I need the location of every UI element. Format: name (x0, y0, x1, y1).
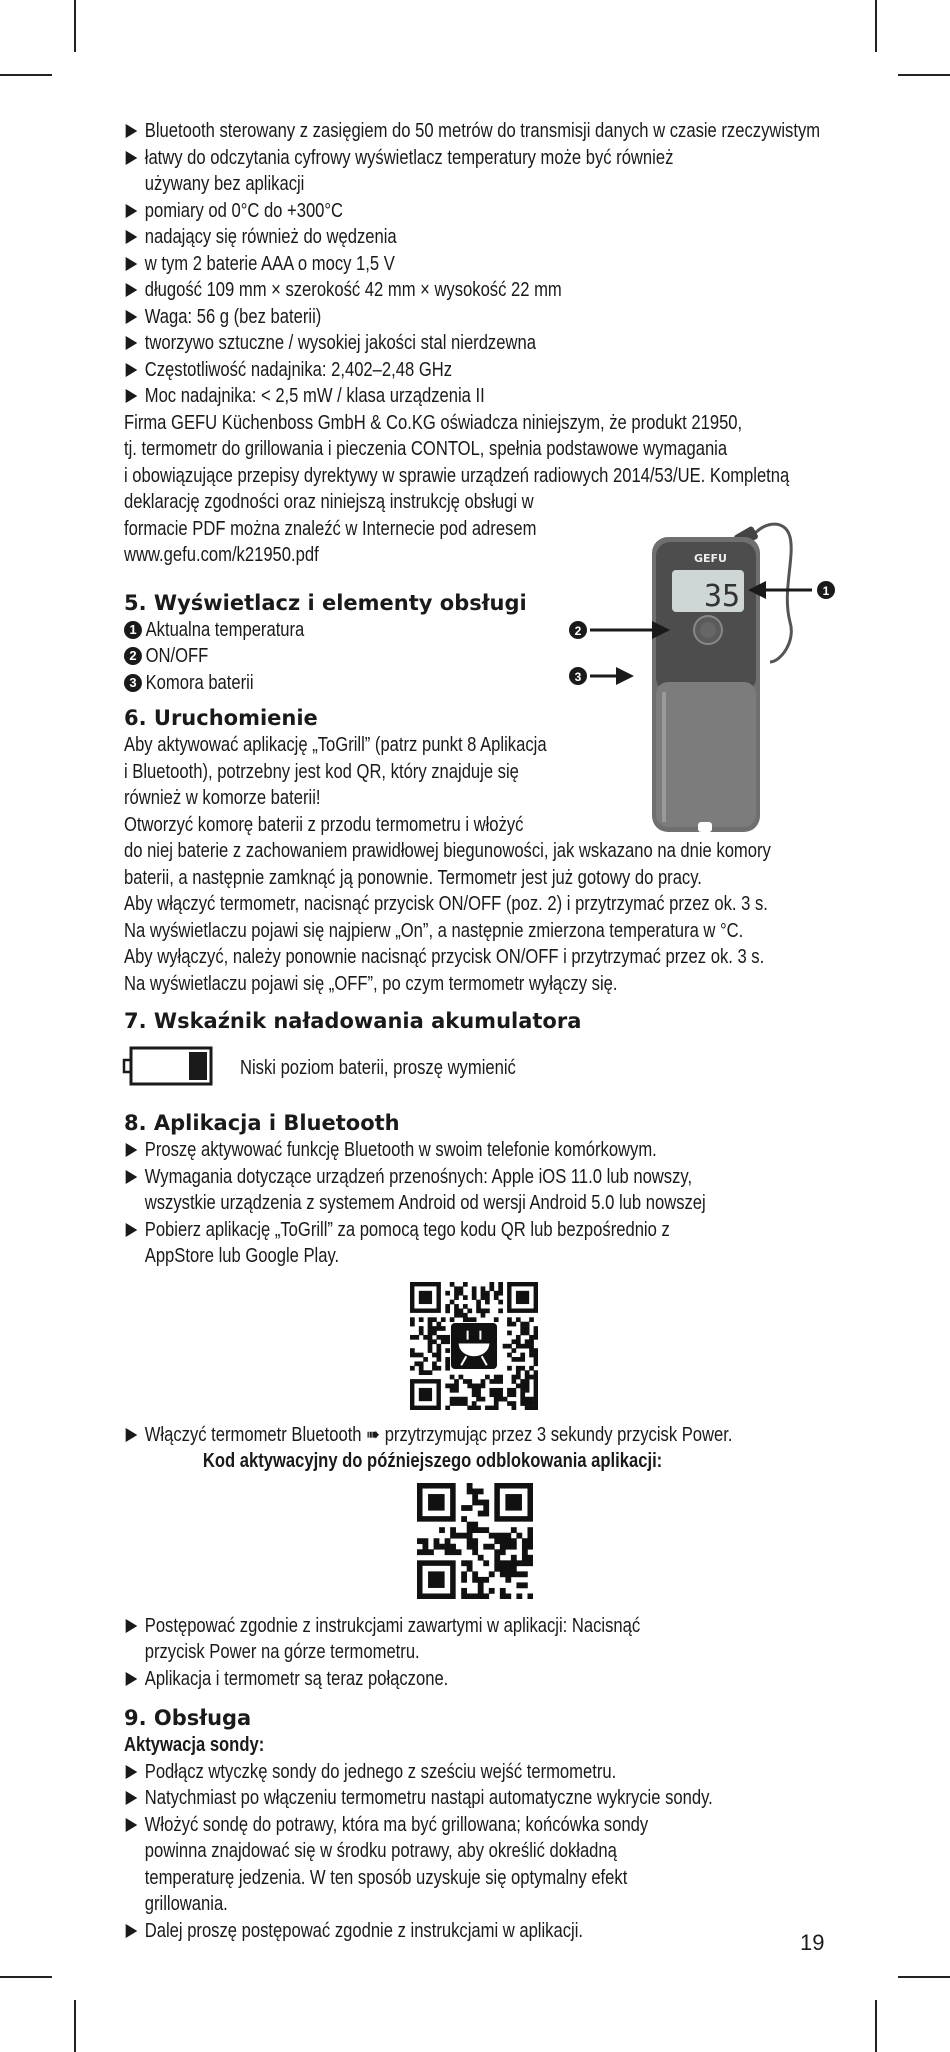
list-item: tworzywo sztuczne / wysokiej jakości stal nierdzewna (124, 330, 833, 357)
declaration-line: i obowiązujące przepisy dyrektywy w sprawie urządzeń radiowych 2014/53/UE. Kompletną (124, 464, 790, 487)
list-item: Częstotliwość nadajnika: 2,402–2,48 GHz (124, 357, 833, 384)
crop-mark (875, 0, 877, 52)
paragraph-line: Na wyświetlaczu pojawi się najpierw „On”, a następnie zmierzona temperatura w °C. (124, 919, 744, 942)
connect-list (124, 1613, 834, 1693)
declaration-url[interactable]: www.gefu.com/k21950.pdf (124, 544, 319, 566)
arrow-bullet-icon (126, 1924, 138, 1938)
list-item: Proszę aktywować funkcję Bluetooth w swoim telefonie komórkowym. (124, 1137, 833, 1164)
grill-icon (451, 1322, 497, 1368)
number-badge-icon: 2 (124, 647, 142, 665)
svg-text:2: 2 (574, 624, 582, 638)
crop-mark (898, 1976, 950, 1978)
arrow-bullet-icon (126, 204, 138, 218)
page-content (124, 118, 834, 1944)
paragraph-line: Otworzyć komorę baterii z przodu termometru i włożyć (124, 813, 524, 836)
number-badge-icon: 3 (124, 674, 142, 692)
legend-item: 2 ON/OFF (124, 643, 854, 670)
crop-mark (74, 0, 76, 52)
power-list (124, 1422, 834, 1449)
section-9-title: 9. Obsługa (124, 1706, 252, 1730)
activation-code-label: Kod aktywacyjny do późniejszego odblokowania aplikacji: (202, 1450, 663, 1472)
right-arrow-icon: ➠ (366, 1423, 381, 1446)
activation-qr-code[interactable] (417, 1483, 533, 1599)
declaration-line: tj. termometr do grillowania i pieczenia CONTOL, spełnia podstawowe wymagania (124, 438, 728, 460)
crop-mark (0, 1976, 52, 1978)
section-7-title: 7. Wskaźnik naładowania akumulatora (124, 1009, 582, 1033)
paragraph-line: Aby aktywować aplikację „ToGrill” (patrz punkt 8 Aplikacja (124, 734, 547, 756)
number-badge-icon: 1 (124, 621, 142, 639)
arrow-bullet-icon (126, 1619, 138, 1633)
paragraph-line: Na wyświetlaczu pojawi się „OFF”, po czym termometr wyłączy się. (124, 972, 618, 995)
crop-mark (0, 74, 52, 76)
app-qr-code[interactable] (410, 1282, 538, 1410)
list-item: Wymagania dotyczące urządzeń przenośnych: Apple iOS 11.0 lub nowszy, wszystkie urządzenia z systemem Android od wersji Android 5.0 lub nowszej (124, 1164, 833, 1217)
crop-mark (898, 74, 950, 76)
list-item: Bluetooth sterowany z zasięgiem do 50 metrów do transmisji danych w czasie rzeczywistym (124, 118, 833, 145)
arrow-bullet-icon (126, 124, 138, 138)
legend-item: 3 Komora baterii (124, 670, 854, 697)
crop-mark (74, 2000, 76, 2052)
section-6-title: 6. Uruchomienie (124, 706, 318, 730)
paragraph-line: Aby wyłączyć, należy ponownie nacisnąć przycisk ON/OFF i przytrzymać przez ok. 3 s. (124, 946, 765, 968)
declaration-line: deklarację zgodności oraz niniejszą instrukcję obsługi w (124, 491, 534, 513)
declaration-line: Firma GEFU Küchenboss GmbH & Co.KG oświadcza niniejszym, że produkt 21950, (124, 411, 743, 434)
arrow-bullet-icon (126, 1765, 138, 1779)
arrow-bullet-icon (126, 1143, 138, 1157)
list-item: Aplikacja i termometr są teraz połączone. (124, 1666, 833, 1693)
bluetooth-list (124, 1137, 834, 1270)
arrow-bullet-icon (126, 1170, 138, 1184)
list-item: Moc nadajnika: < 2,5 mW / klasa urządzenia II (124, 383, 833, 410)
section-5-title: 5. Wyświetlacz i elementy obsługi (124, 590, 527, 615)
spec-list (124, 118, 834, 410)
paragraph-line: Aby włączyć termometr, nacisnąć przycisk ON/OFF (poz. 2) i przytrzymać przez ok. 3 s. (124, 893, 768, 915)
arrow-bullet-icon (126, 310, 138, 324)
svg-text:1: 1 (822, 584, 830, 598)
arrow-bullet-icon (126, 1223, 138, 1237)
list-item: Włożyć sondę do potrawy, która ma być grillowana; końcówka sondy powinna znajdować się w środku potrawy, aby określić dokładną temperaturę jedzenia. W ten sposób uzyskuje się optymalny efekt grillowania. (124, 1812, 833, 1918)
paragraph-line: do niej baterie z zachowaniem prawidłowej biegunowości, jak wskazano na dnie komory (124, 840, 771, 862)
arrow-bullet-icon (126, 1791, 138, 1805)
svg-text:35: 35 (704, 579, 741, 614)
list-item: długość 109 mm × szerokość 42 mm × wysokość 22 mm (124, 277, 833, 304)
svg-text:3: 3 (574, 670, 582, 684)
arrow-bullet-icon (126, 336, 138, 350)
paragraph-line: i Bluetooth), potrzebny jest kod QR, który znajduje się (124, 760, 519, 783)
list-item: Postępować zgodnie z instrukcjami zawartymi w aplikacji: Nacisnąć przycisk Power na górze termometru. (124, 1613, 833, 1666)
arrow-bullet-icon (126, 257, 138, 271)
probe-list (124, 1759, 834, 1945)
paragraph-line: również w komorze baterii! (124, 787, 321, 809)
arrow-bullet-icon (126, 1672, 138, 1686)
list-item: Dalej proszę postępować zgodnie z instrukcjami w aplikacji. (124, 1918, 833, 1945)
battery-text: Niski poziom baterii, proszę wymienić (240, 1057, 516, 1079)
arrow-bullet-icon (126, 1428, 138, 1442)
legend-item: 1 Aktualna temperatura (124, 617, 854, 644)
section-9-subtitle: Aktywacja sondy: (124, 1734, 265, 1756)
arrow-bullet-icon (126, 283, 138, 297)
list-item: pomiary od 0°C do +300°C (124, 198, 833, 225)
list-item: nadający się również do wędzenia (124, 224, 833, 251)
paragraph-line: baterii, a następnie zamknąć ją ponownie. Termometr jest już gotowy do pracy. (124, 866, 702, 889)
list-item: Waga: 56 g (bez baterii) (124, 304, 833, 331)
crop-mark (875, 2000, 877, 2052)
list-item: Pobierz aplikację „ToGrill” za pomocą tego kodu QR lub bezpośrednio z AppStore lub Google Play. (124, 1217, 833, 1270)
list-item: w tym 2 baterie AAA o mocy 1,5 V (124, 251, 833, 278)
arrow-bullet-icon (126, 1818, 138, 1832)
callout-arrows (560, 570, 840, 690)
list-item: Podłącz wtyczkę sondy do jednego z sześciu wejść termometru. (124, 1759, 833, 1786)
svg-text:GEFU: GEFU (694, 552, 727, 565)
arrow-bullet-icon (126, 389, 138, 403)
list-item: Włączyć termometr Bluetooth ➠ przytrzymując przez 3 sekundy przycisk Power. (124, 1422, 833, 1449)
arrow-bullet-icon (126, 363, 138, 377)
declaration-line: formacie PDF można znaleźć w Internecie pod adresem (124, 517, 537, 540)
section-8-title: 8. Aplikacja i Bluetooth (124, 1111, 400, 1135)
arrow-bullet-icon (126, 151, 138, 165)
list-item: Natychmiast po włączeniu termometru nastąpi automatyczne wykrycie sondy. (124, 1785, 833, 1812)
battery-indicator-row (124, 1035, 834, 1095)
low-battery-icon (122, 1045, 214, 1087)
arrow-bullet-icon (126, 230, 138, 244)
list-item: łatwy do odczytania cyfrowy wyświetlacz temperatury może być również używany bez aplikacji (124, 145, 833, 198)
page-number: 19 (800, 1930, 825, 1955)
